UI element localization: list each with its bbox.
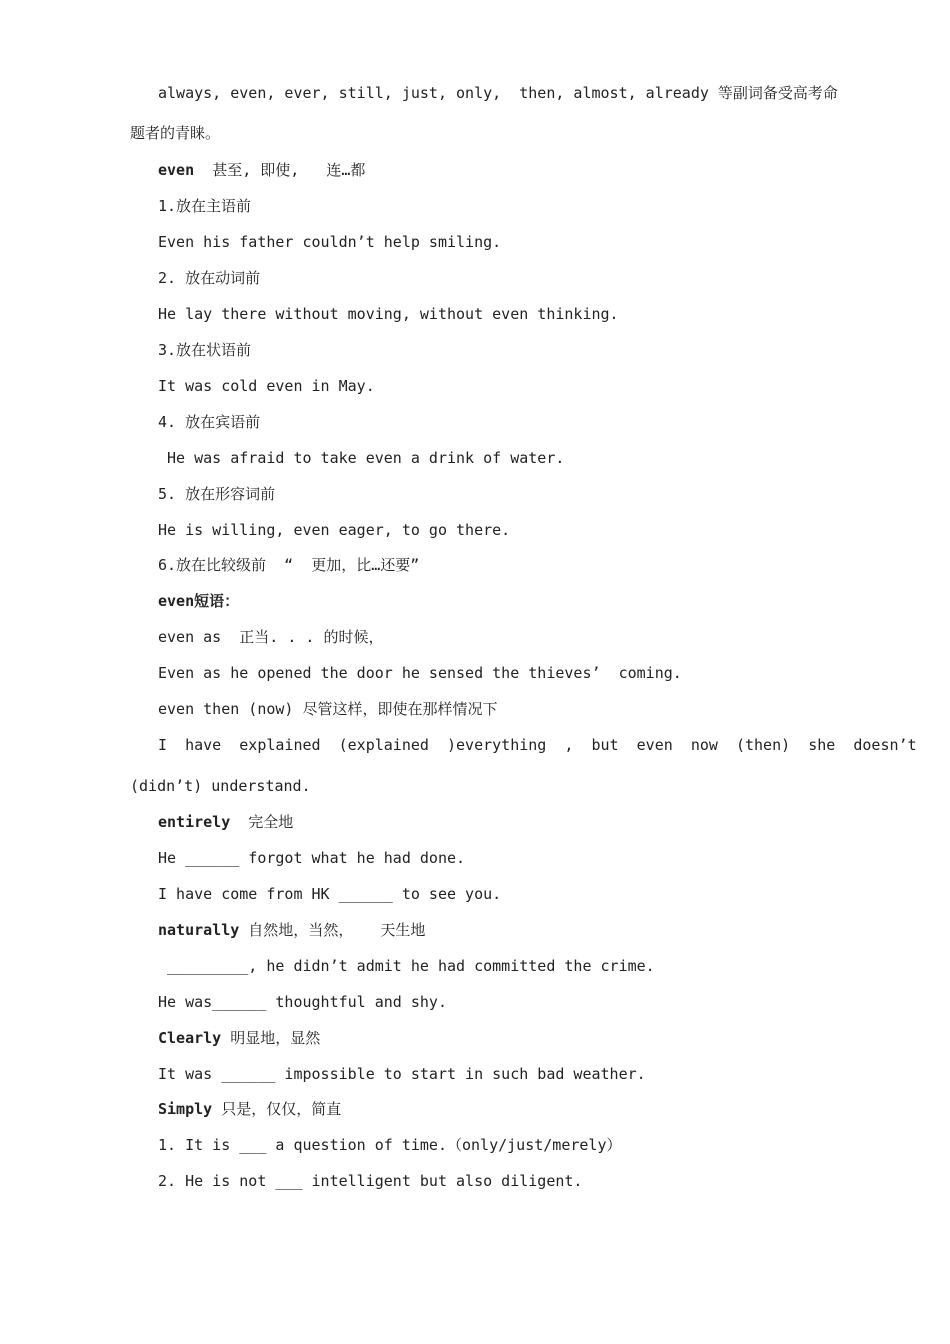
headword-simply: Simply (158, 1100, 213, 1118)
example-1: Even his father couldn’t help smiling. (158, 233, 502, 251)
simply-meaning: 只是，仅仅，简直 (212, 1100, 342, 1118)
rule-6: 6.放在比较级前 “ 更加，比…还要” (158, 556, 420, 574)
example-2: He lay there without moving, without even thinking. (158, 305, 619, 323)
headword-naturally: naturally (158, 921, 240, 939)
example-even-as: Even as he opened the door he sensed the thieves’ coming. (158, 664, 682, 682)
rule-5: 5. 放在形容词前 (158, 485, 276, 503)
exercise-clearly: It was ______ impossible to start in such bad weather. (158, 1065, 646, 1083)
heading-even-phrases (158, 591, 239, 611)
heading-even (158, 160, 365, 180)
intro-line-2: 题者的青睐。 (130, 124, 221, 142)
phrase-even-as: even as 正当. . . 的时候， (158, 628, 384, 646)
entirely-meaning: 完全地 (230, 813, 294, 831)
headword-clearly: Clearly (158, 1029, 222, 1047)
heading-naturally (158, 920, 425, 940)
heading-entirely (158, 812, 293, 832)
intro-line-1: always, even, ever, still, just, only, then, almost, already 等副词备受高考命 (158, 84, 838, 102)
exercise-entirely-1: He ______ forgot what he had done. (158, 849, 466, 867)
example-5: He is willing, even eager, to go there. (158, 521, 511, 539)
rule-1: 1.放在主语前 (158, 197, 252, 215)
rule-4: 4. 放在宾语前 (158, 413, 261, 431)
exercise-naturally-1: _________, he didn’t admit he had committed the crime. (158, 957, 655, 975)
clearly-meaning: 明显地，显然 (221, 1029, 321, 1047)
heading-clearly (158, 1028, 320, 1048)
rule-3: 3.放在状语前 (158, 341, 252, 359)
headword-even: even (158, 161, 195, 179)
headword-entirely: entirely (158, 813, 231, 831)
exercise-simply-1: 1. It is ___ a question of time.（only/just/merely） (158, 1136, 622, 1154)
example-4: He was afraid to take even a drink of water. (158, 449, 565, 467)
example-even-now-1: I have explained (explained )everything , but even now (then) she doesn’t (158, 736, 917, 754)
exercise-entirely-2: I have come from HK ______ to see you. (158, 885, 502, 903)
example-3: It was cold even in May. (158, 377, 375, 395)
exercise-naturally-2: He was______ thoughtful and shy. (158, 993, 447, 1011)
phrases-label: 短语： (194, 592, 240, 610)
naturally-meaning: 自然地，当然， 天生地 (239, 921, 426, 939)
phrase-even-then: even then (now) 尽管这样，即使在那样情况下 (158, 700, 498, 718)
heading-simply (158, 1099, 341, 1119)
example-even-now-2: (didn’t) understand. (130, 777, 311, 795)
rule-2: 2. 放在动词前 (158, 269, 261, 287)
even-meaning: 甚至, 即使, 连…都 (212, 161, 366, 179)
headword-even-phrases: even (158, 592, 195, 610)
exercise-simply-2: 2. He is not ___ intelligent but also diligent. (158, 1172, 583, 1190)
